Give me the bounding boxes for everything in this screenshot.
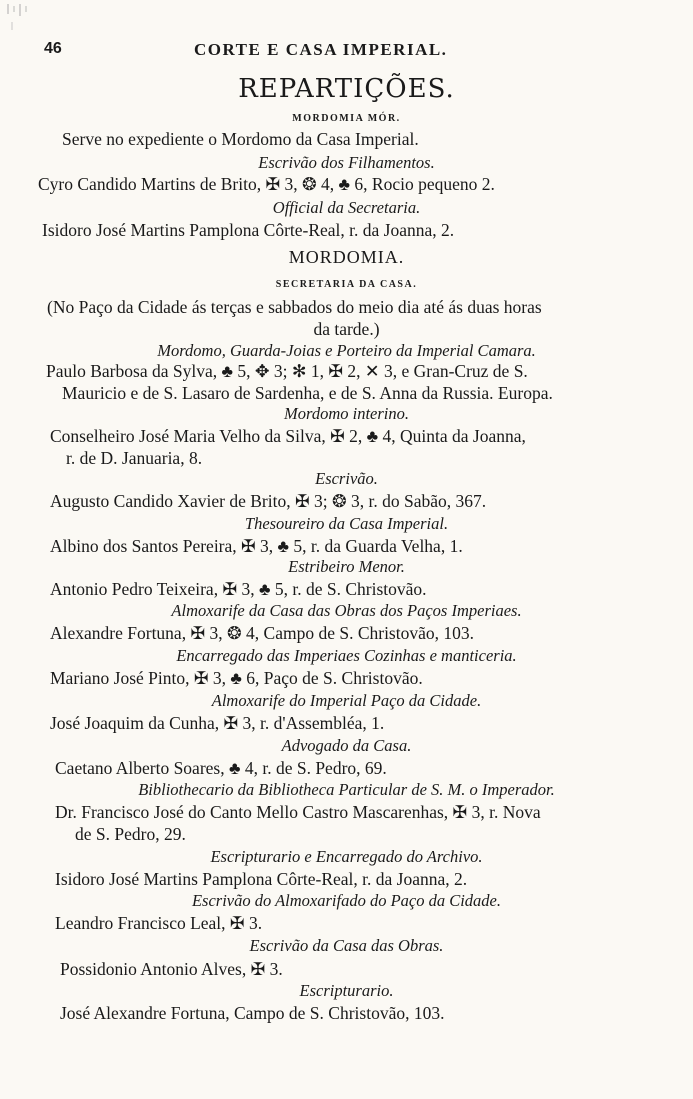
section-title: REPARTIÇÕES.	[238, 74, 455, 104]
entry-line: José Alexandre Fortuna, Campo de S. Christovão, 103.	[60, 1003, 445, 1023]
entry-line: Mauricio e de S. Lasaro de Sardenha, e de S. Anna da Russia. Europa.	[62, 383, 553, 403]
entry-line: Possidonio Antonio Alves, ✠ 3.	[60, 959, 283, 979]
subheading-line: Almoxarife da Casa das Obras dos Paços Imperiaes.	[171, 601, 522, 620]
subheading-line: Official da Secretaria.	[272, 198, 421, 217]
entry-line: Serve no expediente o Mordomo da Casa Imperial.	[62, 129, 419, 149]
subheading-line: SECRETARIA DA CASA.	[275, 279, 418, 290]
scan-margin-marks	[4, 0, 34, 70]
page-number: 46	[44, 40, 62, 57]
subheading-line: Escripturario e Encarregado do Archivo.	[210, 847, 483, 866]
entry-line: Augusto Candido Xavier de Brito, ✠ 3; ❂ 3, r. do Sabão, 367.	[50, 491, 487, 511]
entry-line: (No Paço da Cidade ás terças e sabbados do meio dia até ás duas horas	[47, 297, 542, 317]
subheading-line: Mordomo, Guarda-Joias e Porteiro da Imperial Camara.	[157, 341, 536, 360]
page-header	[44, 40, 624, 64]
subheading-line: Bibliothecario da Bibliotheca Particular de S. M. o Imperador.	[138, 780, 555, 799]
subheading-line: MORDOMIA MÓR.	[292, 113, 401, 124]
entry-line: José Joaquim da Cunha, ✠ 3, r. d'Assembléa, 1.	[50, 713, 385, 733]
entry-line: Antonio Pedro Teixeira, ✠ 3, ♣ 5, r. de S. Christovão.	[50, 579, 427, 599]
subheading-line: Escrivão do Almoxarifado do Paço da Cidade.	[191, 891, 502, 910]
entry-line: r. de D. Januaria, 8.	[66, 448, 203, 468]
entry-line: Cyro Candido Martins de Brito, ✠ 3, ❂ 4, ♣ 6, Rocio pequeno 2.	[38, 174, 495, 194]
entry-line: Albino dos Santos Pereira, ✠ 3, ♣ 5, r. da Guarda Velha, 1.	[50, 536, 463, 556]
entry-line: da tarde.)	[313, 319, 380, 339]
entry-line: Mariano José Pinto, ✠ 3, ♣ 6, Paço de S. Christovão.	[50, 668, 423, 688]
entry-line: Paulo Barbosa da Sylva, ♣ 5, ✥ 3; ✻ 1, ✠ 2, ✕ 3, e Gran-Cruz de S.	[46, 361, 528, 381]
entry-line: Isidoro José Martins Pamplona Côrte-Real, r. da Joanna, 2.	[55, 869, 468, 889]
subheading-line: MORDOMIA.	[288, 247, 405, 267]
entry-line: Conselheiro José Maria Velho da Silva, ✠ 2, ♣ 4, Quinta da Joanna,	[50, 426, 526, 446]
entry-line: Alexandre Fortuna, ✠ 3, ❂ 4, Campo de S. Christovão, 103.	[50, 623, 474, 643]
subheading-line: Escrivão dos Filhamentos.	[258, 153, 435, 172]
entry-line: Caetano Alberto Soares, ♣ 4, r. de S. Pedro, 69.	[55, 758, 387, 778]
subheading-line: Estribeiro Menor.	[288, 557, 405, 576]
subheading-line: Thesoureiro da Casa Imperial.	[244, 514, 449, 533]
subheading-line: Escrivão.	[315, 469, 378, 488]
subheading-line: Mordomo interino.	[284, 404, 409, 423]
entry-line: de S. Pedro, 29.	[75, 824, 186, 844]
subheading-line: Advogado da Casa.	[281, 736, 412, 755]
subheading-line: Escrivão da Casa das Obras.	[249, 936, 444, 955]
entry-line: Leandro Francisco Leal, ✠ 3.	[55, 913, 263, 933]
subheading-line: Encarregado das Imperiaes Cozinhas e manticeria.	[176, 646, 517, 665]
entry-line: Dr. Francisco José do Canto Mello Castro Mascarenhas, ✠ 3, r. Nova	[55, 802, 541, 822]
subheading-line: Almoxarife do Imperial Paço da Cidade.	[211, 691, 482, 710]
subheading-line: Escripturario.	[299, 981, 394, 1000]
entry-line: Isidoro José Martins Pamplona Côrte-Real, r. da Joanna, 2.	[42, 220, 455, 240]
running-title: CORTE E CASA IMPERIAL.	[194, 40, 448, 59]
